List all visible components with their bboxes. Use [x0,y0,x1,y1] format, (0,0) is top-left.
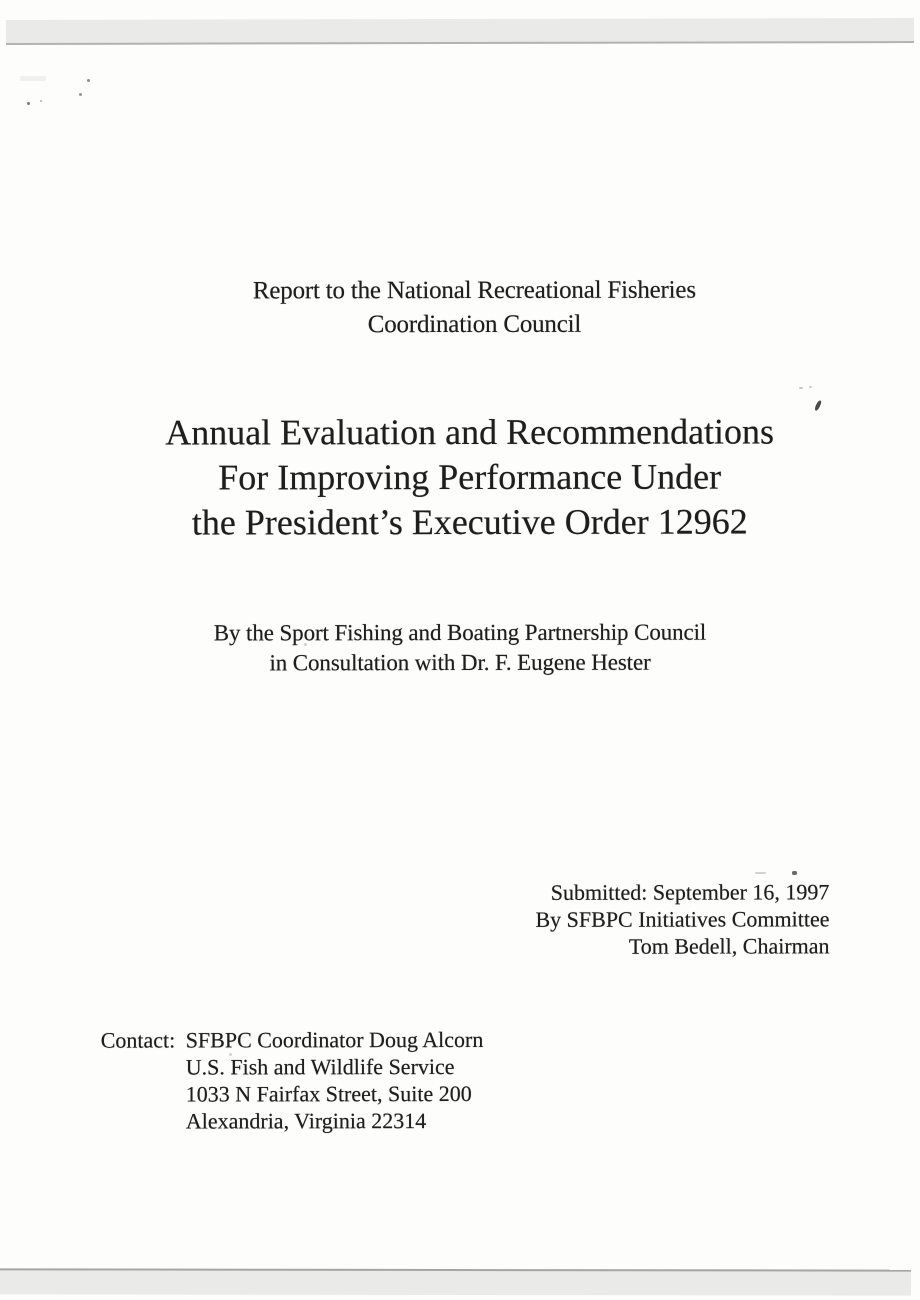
submission-chairman: Tom Bedell, Chairman [628,933,830,959]
report-recipient-line1: Report to the National Recreational Fisheries [252,276,696,305]
contact-block [101,1026,484,1135]
contact-label: Contact: [100,1027,176,1053]
report-recipient-heading [29,273,919,343]
submission-committee: By SFBPC Initiatives Committee [535,906,830,932]
submission-info [329,878,829,960]
contact-address [186,1026,484,1135]
contact-agency: U.S. Fish and Wildlife Service [185,1054,455,1080]
contact-city-state-zip: Alexandria, Virginia 22314 [185,1108,427,1134]
author-byline-line2: in Consultation with Dr. F. Eugene Hester [269,649,651,676]
submission-date: Submitted: September 16, 1997 [550,879,830,905]
contact-coordinator: SFBPC Coordinator Doug Alcorn [185,1026,484,1053]
author-byline-line1: By the Sport Fishing and Boating Partnership Council [213,619,707,646]
author-byline [0,617,920,679]
document-title [20,409,920,546]
document-title-line1: Annual Evaluation and Recommendations [165,411,775,453]
document-title-line2: For Improving Performance Under [218,456,722,498]
contact-street: 1033 N Fairfax Street, Suite 200 [185,1080,472,1107]
document-title-line3: the President’s Executive Order 12962 [191,501,748,543]
report-recipient-line2: Coordination Council [367,310,582,339]
